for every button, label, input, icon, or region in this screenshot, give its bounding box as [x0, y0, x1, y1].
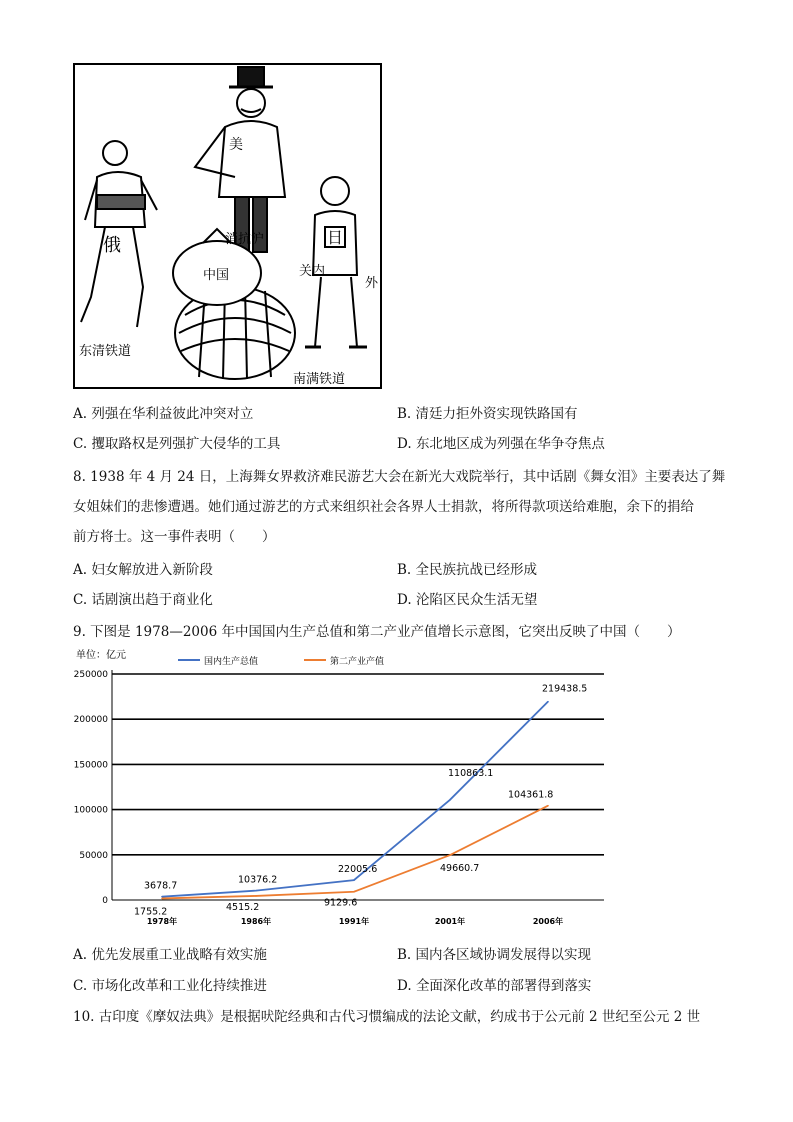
figure-right	[305, 177, 367, 347]
q9-stem: 9. 下图是 1978—2006 年中国国内生产总值和第二产业产值增长示意图，它突出反映了中国（ ）	[73, 624, 681, 640]
data-point	[449, 854, 451, 856]
data-label: 104361.8	[508, 789, 554, 801]
data-point	[547, 701, 549, 703]
data-point	[449, 799, 451, 801]
y-tick-label: 150000	[73, 760, 108, 771]
q8-option-d[interactable]: D. 沦陷区民众生活无望	[397, 592, 538, 608]
q8-stem-line-2: 女姐妹们的悲惨遭遇。她们通过游艺的方式来组织社会各界人士捐款，将所得款项送给难胞，余下的捐给	[73, 499, 694, 515]
q9-option-b[interactable]: B. 国内各区域协调发展得以实现	[397, 947, 592, 963]
y-tick-label: 250000	[73, 670, 108, 680]
q7-option-b[interactable]: B. 清廷力拒外资实现铁路国有	[397, 406, 578, 422]
q8-option-b[interactable]: B. 全民族抗战已经形成	[397, 562, 538, 578]
label-guan: 关内	[299, 264, 326, 279]
q8-option-a[interactable]: A. 妇女解放进入新阶段	[73, 562, 213, 578]
q7-option-a[interactable]: A. 列强在华利益彼此冲突对立	[73, 406, 254, 422]
figure-left	[81, 141, 157, 327]
q8-stem-line-1: 8. 1938 年 4 月 24 日，上海舞女界救济难民游艺大会在新光大戏院举行，其中话剧《舞女泪》主要表达了舞	[73, 469, 726, 485]
data-point	[161, 896, 163, 898]
label-dongsan: 消抗沪	[225, 232, 265, 247]
gdp-chart	[70, 644, 630, 934]
data-point	[255, 890, 257, 892]
data-label: 219438.5	[542, 683, 588, 695]
chart-x-ticks	[147, 916, 563, 926]
label-russia: 俄	[103, 235, 121, 256]
gdp-chart-svg	[70, 644, 630, 934]
data-point	[255, 895, 257, 897]
series-line-1	[162, 806, 548, 899]
data-point	[353, 879, 355, 881]
y-tick-label: 200000	[73, 715, 108, 726]
x-tick-label: 1991年	[338, 917, 370, 926]
data-label: 4515.2	[226, 901, 260, 913]
q8-option-c[interactable]: C. 话剧演出趋于商业化	[73, 592, 213, 608]
y-tick-label: 50000	[79, 850, 108, 861]
label-east-rail: 东清铁道	[79, 344, 132, 359]
label-south-rail: 南满铁道	[293, 372, 346, 387]
q10-stem: 10. 古印度《摩奴法典》是根据吠陀经典和古代习惯编成的法论文献，约成书于公元前 2 世纪至公元 2 世	[73, 1009, 701, 1025]
chart-legend	[178, 655, 384, 667]
label-usa: 美	[229, 137, 243, 153]
data-label: 49660.7	[440, 863, 480, 875]
legend-label-secondary: 第二产业产值	[330, 657, 385, 667]
label-japan: 日	[327, 228, 344, 247]
x-tick-label: 2001年	[434, 917, 466, 926]
data-point	[353, 891, 355, 893]
cartoon-drawing	[75, 65, 380, 387]
data-label: 110863.1	[448, 767, 494, 779]
legend-label-gdp: 国内生产总值	[204, 657, 259, 667]
x-tick-label: 2006年	[532, 917, 564, 926]
data-label: 1755.2	[134, 906, 168, 918]
q7-option-c[interactable]: C. 攫取路权是列强扩大侵华的工具	[73, 436, 281, 452]
data-point	[547, 805, 549, 807]
y-tick-label: 100000	[73, 805, 108, 816]
y-tick-label: 0	[102, 896, 108, 906]
label-outside: 外	[365, 276, 379, 291]
q7-option-d[interactable]: D. 东北地区成为列强在华争夺焦点	[397, 436, 605, 452]
q9-option-c[interactable]: C. 市场化改革和工业化持续推进	[73, 978, 267, 994]
data-label: 22005.6	[338, 864, 378, 876]
cartoon-image	[73, 63, 382, 389]
x-tick-label: 1986年	[240, 917, 272, 926]
q9-option-d[interactable]: D. 全面深化改革的部署得到落实	[397, 978, 592, 994]
data-label: 3678.7	[144, 880, 178, 892]
label-zhongguo: 中国	[203, 268, 230, 283]
q8-stem-line-3: 前方将士。这一事件表明（ ）	[73, 529, 276, 545]
q9-option-a[interactable]: A. 优先发展重工业战略有效实施	[73, 947, 267, 963]
chart-unit-label: 单位：亿元	[76, 650, 126, 661]
x-tick-label: 1978年	[146, 917, 178, 926]
data-label: 10376.2	[238, 874, 278, 886]
chart-y-ticks	[74, 670, 109, 906]
data-point	[161, 898, 163, 900]
data-label: 9129.6	[324, 897, 358, 909]
figure-top-hat	[195, 67, 285, 252]
